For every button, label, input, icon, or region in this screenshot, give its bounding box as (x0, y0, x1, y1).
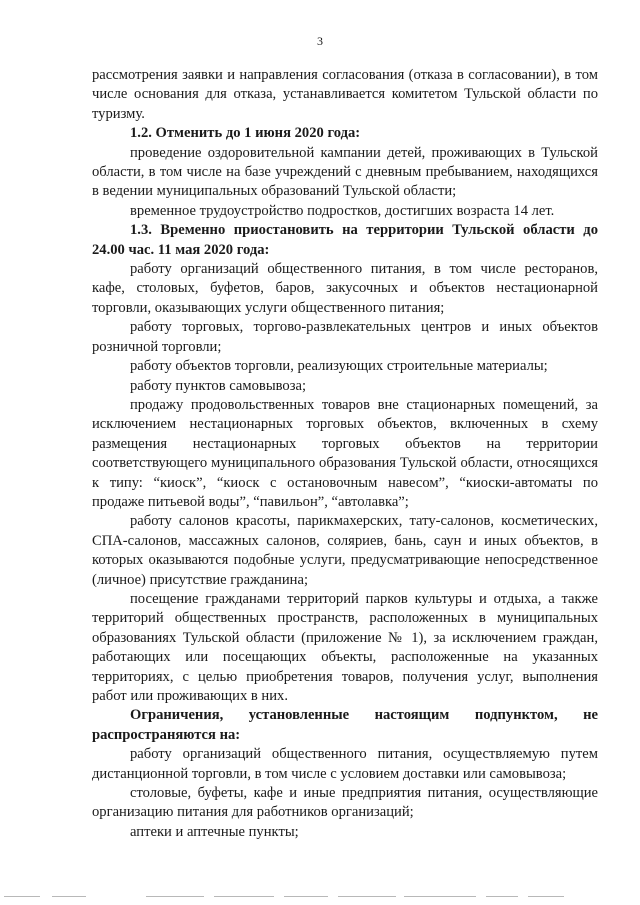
paragraph-pharmacies: аптеки и аптечные пункты; (130, 823, 299, 840)
section-1-3-heading: 1.3. Временно приостановить на территории Тульской области до 24.00 час. 11 мая 2020 года: (92, 222, 598, 258)
paragraph-continuation: рассмотрения заявки и направления согласования (отказа в согласовании), в том числе основания для отказа, устанавливается комитетом Тульской области по туризму. (92, 67, 598, 122)
paragraph-children-campaign: проведение оздоровительной кампании детей, проживающих в Тульской области, в том числе на базе учреждений с дневным пребыванием, находящихся в ведении муниципальных образований Тульской области; (92, 144, 598, 200)
paragraph-food-sales: продажу продовольственных товаров вне стационарных помещений, за исключением нестационарных торговых объектов, включенных в схему размещения нестационарных торговых объектов на территории соответствующего муниципального образования Тульской области, относящихся к типу: “киоск”, “киоск с остановочным навесом”, “киоски-автоматы по продаже питьевой воды”, “павильон”, “автолавка”; (92, 396, 598, 510)
paragraph-teen-employment: временное трудоустройство подростков, достигших возраста 14 лет. (130, 202, 555, 219)
paragraph-beauty-salons: работу салонов красоты, парикмахерских, тату-салонов, косметических, СПА-салонов, массажных салонов, соляриев, бань, саун и иных объектов, в которых оказываются подобные услуги, предусматривающие непосредственное (личное) присутствие гражданина; (92, 513, 598, 588)
paragraph-remote-catering: работу организаций общественного питания, осуществляемую путем дистанционной торговли, в том числе с условием доставки или самовывоза; (92, 746, 598, 782)
scan-footer-artifact (0, 893, 640, 897)
paragraph-pickup-points: работу пунктов самовывоза; (130, 377, 307, 394)
paragraph-catering: работу организаций общественного питания, в том числе ресторанов, кафе, столовых, буфетов, баров, закусочных и объектов нестационарной торговли, оказывающих услуги общественного питания; (92, 261, 598, 316)
paragraph-parks: посещение гражданами территорий парков культуры и отдыха, а также территорий общественных пространств, расположенных в муниципальных образованиях Тульской области (приложение № 1), за исключением граждан, работающих или посещающих объекты, расположенные на указанных территориях, с целью приобретения товаров, получения услуг, выполнения работ или проживающих в них. (92, 590, 598, 704)
page-number: 3 (317, 34, 323, 48)
section-1-2-heading: 1.2. Отменить до 1 июня 2020 года: (130, 125, 361, 142)
document-body (92, 66, 598, 842)
paragraph-building-materials: работу объектов торговли, реализующих строительные материалы; (130, 358, 548, 375)
paragraph-shopping-centers: работу торговых, торгово-развлекательных центров и иных объектов розничной торговли; (92, 319, 598, 355)
exceptions-heading: Ограничения, установленные настоящим подпунктом, не распространяются на: (92, 707, 598, 743)
paragraph-canteens: столовые, буфеты, кафе и иные предприятия питания, осуществляющие организацию питания для работников организаций; (92, 785, 598, 821)
